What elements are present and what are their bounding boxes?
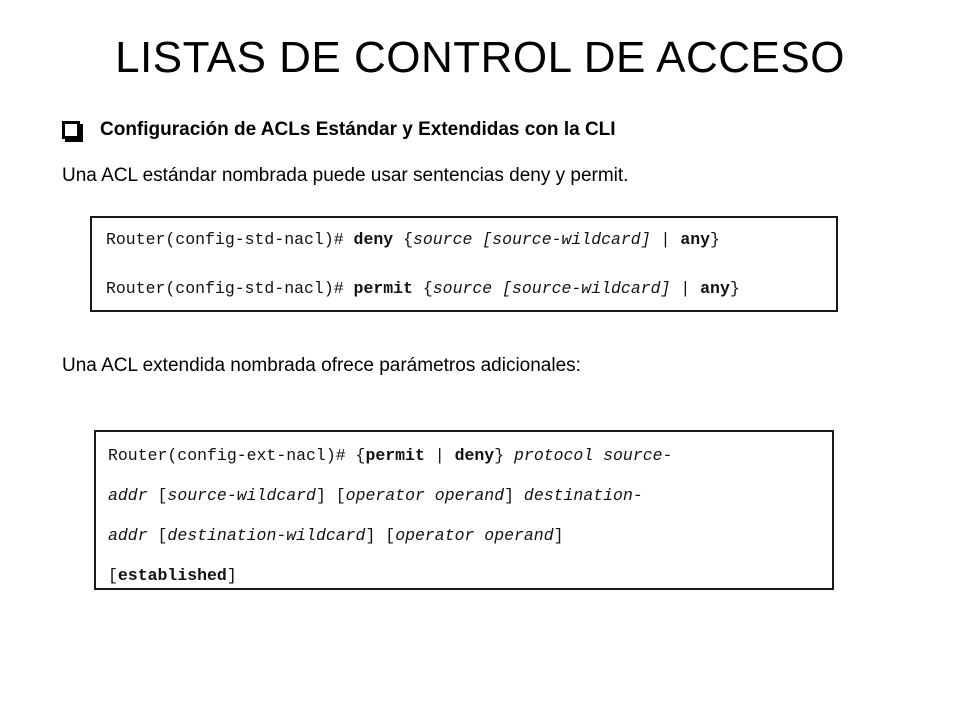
paragraph-extended-acl: Una ACL extendida nombrada ofrece parámetros adicionales:	[62, 355, 581, 376]
cli-standard-acl-box	[90, 216, 838, 312]
cli-separator: |	[670, 279, 701, 298]
cli-ext-line-1	[108, 444, 832, 468]
cli-bracket: ] [	[315, 486, 346, 505]
cli-brace-close: }	[729, 279, 740, 298]
cli-argument: source [source-wildcard]	[412, 230, 651, 249]
cli-argument: operator operand	[395, 526, 554, 545]
cli-ext-line-4	[108, 564, 832, 588]
checkbox-bullet-icon	[62, 121, 80, 139]
cli-bracket: [	[157, 526, 168, 545]
cli-argument: addr	[108, 486, 158, 505]
cli-separator: |	[650, 230, 681, 249]
cli-brace-open: {	[403, 230, 413, 249]
cli-command-permit: permit	[365, 446, 425, 465]
cli-argument: protocol source-	[504, 446, 673, 465]
cli-brace-close: }	[710, 230, 720, 249]
cli-keyword: any	[700, 279, 730, 298]
cli-command: permit	[353, 279, 413, 298]
cli-brace-open: {	[422, 279, 433, 298]
cli-command-deny: deny	[454, 446, 495, 465]
cli-line-deny	[106, 228, 836, 252]
cli-prompt: Router(config-std-nacl)#	[106, 230, 354, 249]
cli-bracket: [	[108, 566, 118, 585]
cli-space	[413, 279, 423, 298]
cli-brace-close: }	[494, 446, 505, 465]
cli-ext-line-3	[108, 524, 832, 548]
cli-line-permit	[106, 277, 836, 301]
cli-bracket: ]	[553, 526, 564, 545]
cli-argument: source [source-wildcard]	[432, 279, 671, 298]
cli-argument: addr	[108, 526, 158, 545]
bullet-item	[62, 115, 616, 145]
cli-prompt: Router(config-ext-nacl)#	[108, 446, 356, 465]
cli-argument: destination-wildcard	[167, 526, 366, 545]
cli-keyword-established: established	[117, 566, 227, 585]
cli-argument: source-wildcard	[167, 486, 316, 505]
paragraph-standard-acl: Una ACL estándar nombrada puede usar sentencias deny y permit.	[62, 165, 629, 186]
cli-extended-acl-box	[94, 430, 834, 590]
cli-prompt: Router(config-std-nacl)#	[106, 279, 354, 298]
cli-argument: destination-	[523, 486, 643, 505]
cli-ext-line-2	[108, 484, 832, 508]
cli-keyword: any	[680, 230, 711, 249]
cli-space	[393, 230, 403, 249]
cli-command: deny	[353, 230, 394, 249]
cli-bracket: ]	[504, 486, 524, 505]
slide-title: LISTAS DE CONTROL DE ACCESO	[115, 33, 845, 82]
cli-bracket: ]	[226, 566, 237, 585]
bullet-text: Configuración de ACLs Estándar y Extendidas con la CLI	[100, 119, 616, 140]
cli-bracket: [	[157, 486, 168, 505]
cli-argument: operator operand	[345, 486, 505, 505]
cli-bracket: ] [	[365, 526, 396, 545]
cli-brace-open: {	[355, 446, 366, 465]
cli-separator: |	[424, 446, 455, 465]
